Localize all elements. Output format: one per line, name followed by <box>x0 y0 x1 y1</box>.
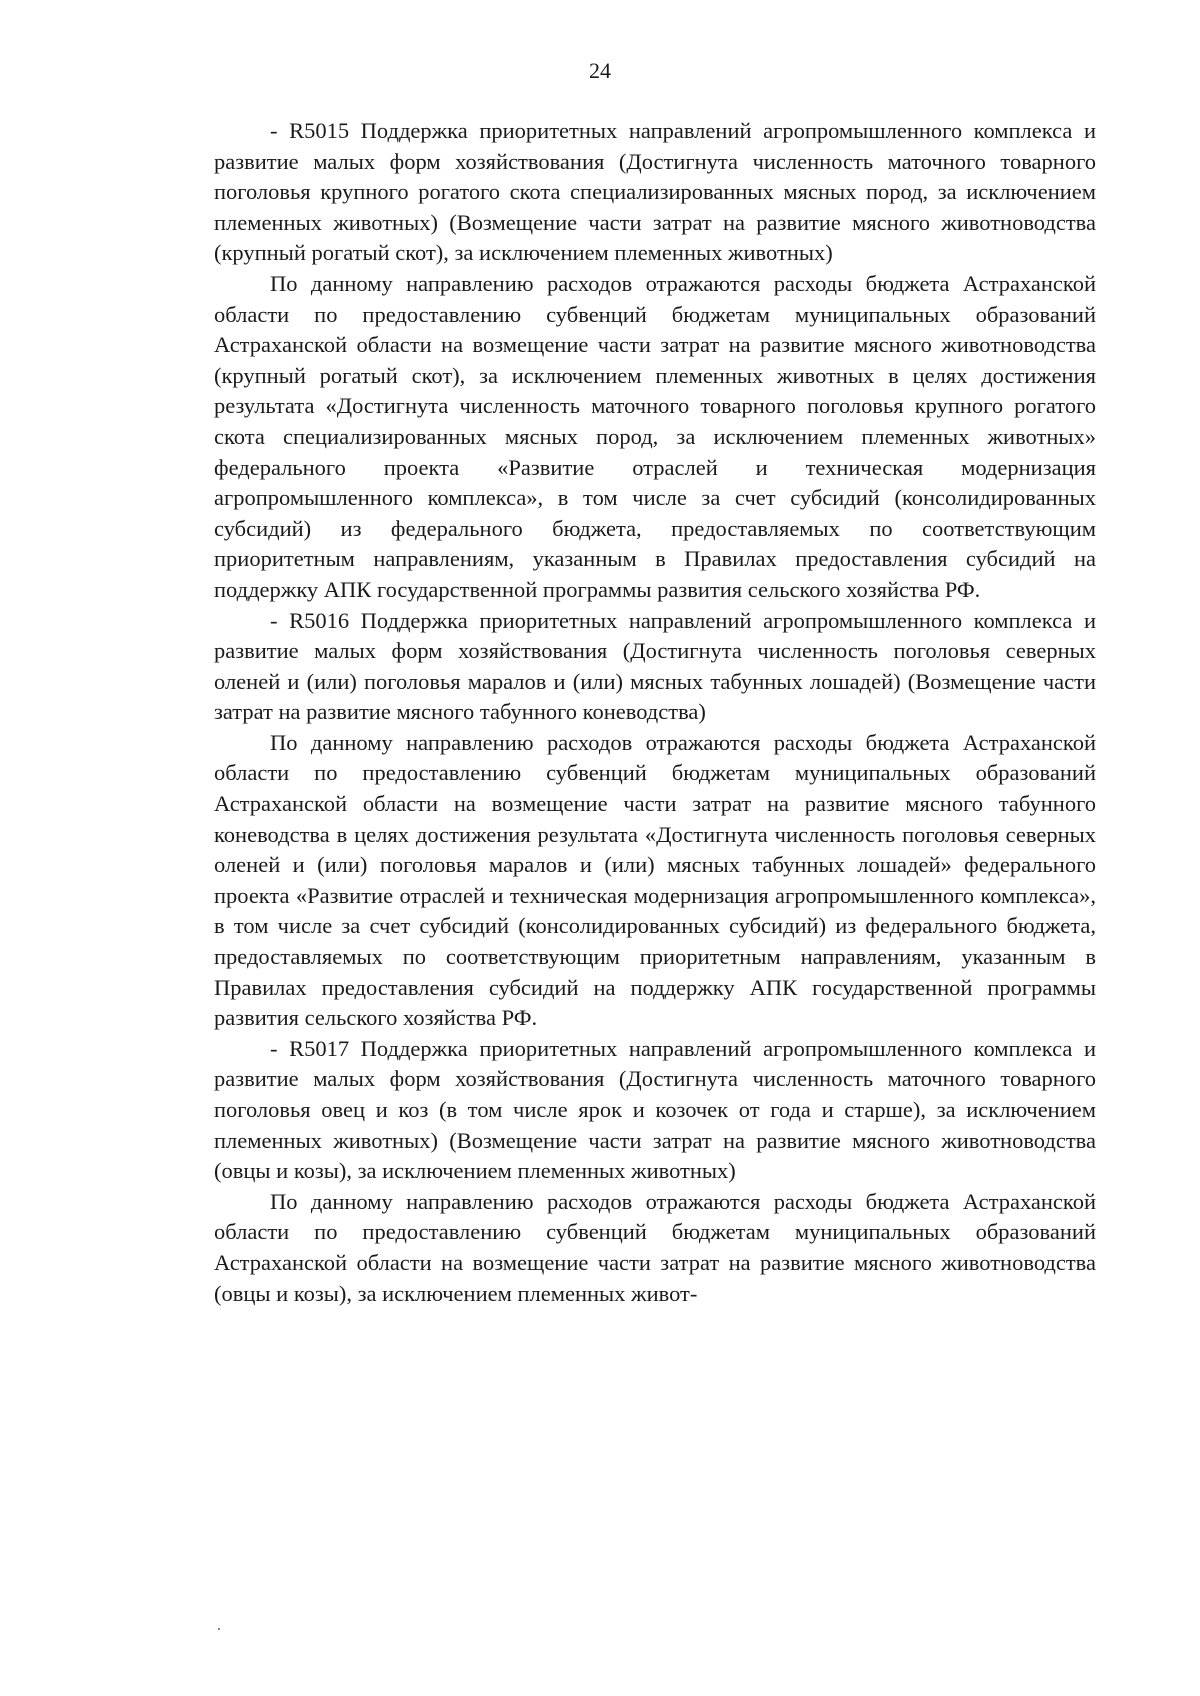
document-body <box>214 116 1096 1309</box>
paragraph-r5015-heading: - R5015 Поддержка приоритетных направлений агропромышленного комплекса и развитие малых форм хозяйствования (Достигнута численность маточного товарного поголовья крупного рогатого скота специализированных мясных пород, за исключением племенных животных) (Возмещение части затрат на развитие мясного животноводства (крупный рогатый скот), за исключением племенных животных) <box>214 118 1096 266</box>
paragraph-r5016-heading: - R5016 Поддержка приоритетных направлений агропромышленного комплекса и развитие малых форм хозяйствования (Достигнута численность поголовья северных оленей и (или) поголовья маралов и (или) мясных табунных лошадей) (Возмещение части затрат на развитие мясного табунного коневодства) <box>214 607 1096 725</box>
page-number: 24 <box>589 58 611 83</box>
paragraph-r5017-description: По данному направлению расходов отражаются расходы бюджета Астраханской области по предоставлению субвенций бюджетам муниципальных образований Астраханской области на возмещение части затрат на развитие мясного животноводства (овцы и козы), за исключением племенных живот- <box>214 1188 1096 1306</box>
paragraph-r5017-heading: - R5017 Поддержка приоритетных направлений агропромышленного комплекса и развитие малых форм хозяйствования (Достигнута численность маточного товарного поголовья овец и коз (в том числе ярок и козочек от года и старше), за исключением племенных животных) (Возмещение части затрат на развитие мясного животноводства (овцы и козы), за исключением племенных животных) <box>214 1035 1096 1184</box>
scan-speck <box>218 1628 220 1630</box>
paragraph-r5016-description: По данному направлению расходов отражаются расходы бюджета Астраханской области по предоставлению субвенций бюджетам муниципальных образований Астраханской области на возмещение части затрат на развитие мясного табунного коневодства в целях достижения результата «Достигнута численность поголовья северных оленей и (или) поголовья маралов и (или) мясных табунных лошадей» федерального проекта «Развитие отраслей и техническая модернизация агропромышленного комплекса», в том числе за счет субсидий (консолидированных субсидий) из федерального бюджета, предоставляемых по соответствующим приоритетным направлениям, указанным в Правилах предоставления субсидий на поддержку АПК государственной программы развития сельского хозяйства РФ. <box>214 729 1096 1031</box>
paragraph-r5015-description: По данному направлению расходов отражаются расходы бюджета Астраханской области по предоставлению субвенций бюджетам муниципальных образований Астраханской области на возмещение части затрат на развитие мясного животноводства (крупный рогатый скот), за исключением племенных животных в целях достижения результата «Достигнута численность маточного товарного поголовья крупного рогатого скота специализированных мясных пород, за исключением племенных животных» федерального проекта «Развитие отраслей и техническая модернизация агропромышленного комплекса», в том числе за счет субсидий (консолидированных субсидий) из федерального бюджета, предоставляемых по соответствующим приоритетным направлениям, указанным в Правилах предоставления субсидий на поддержку АПК государственной программы развития сельского хозяйства РФ. <box>214 270 1096 602</box>
